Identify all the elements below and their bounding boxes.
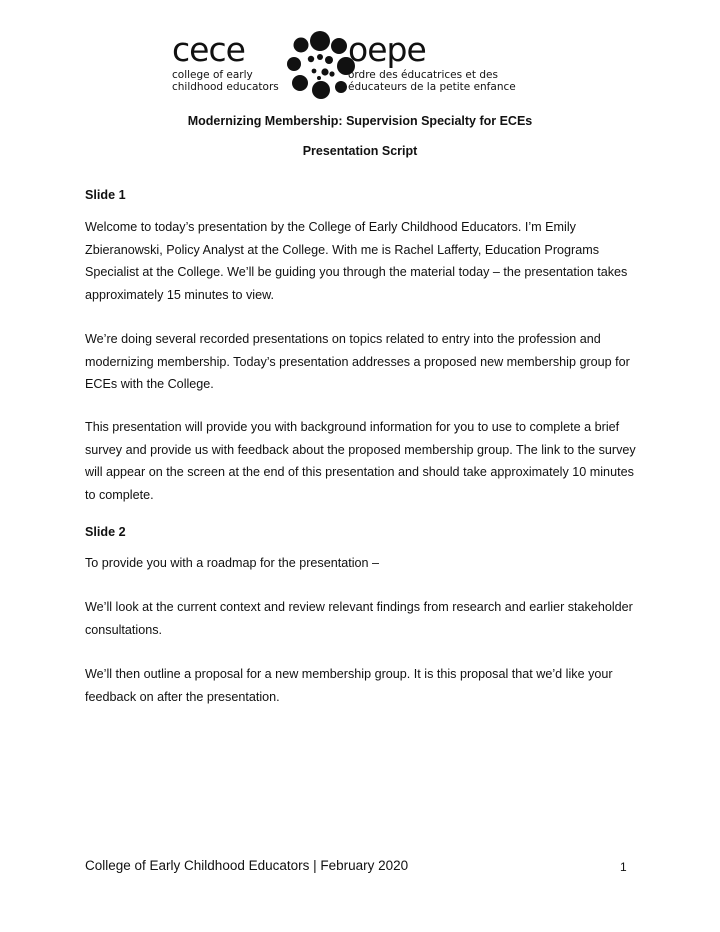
logo-word-oepe: oepe — [348, 30, 426, 69]
document-title: Modernizing Membership: Supervision Specialty for ECEs — [187, 114, 533, 128]
slide-2-paragraph-3 — [85, 663, 645, 708]
logo-sub-line-1: college of early — [172, 69, 253, 81]
slide-1-paragraph-3 — [85, 416, 645, 506]
logo-left-block — [172, 30, 282, 93]
slide-1-paragraph-2 — [85, 328, 645, 396]
logo-right-block — [348, 30, 518, 93]
paragraph: We’re doing several recorded presentations on topics related to entry into the profession and modernizing membership. Today’s presentation addresses a proposed new membership group for ECEs with the College. — [85, 332, 630, 391]
logo-sub-line-fr-2: éducateurs de la petite enfance — [348, 80, 516, 93]
slide-2-paragraph-2 — [85, 596, 645, 641]
slide-heading: Slide 2 — [85, 525, 126, 539]
slide-2-paragraph-1 — [85, 552, 645, 575]
footer-text: College of Early Childhood Educators | February 2020 — [85, 858, 409, 873]
logo-sub-line-fr-1: ordre des éducatrices et des — [348, 69, 498, 81]
slide-2-heading — [85, 521, 645, 544]
logo-circles-icon — [285, 30, 355, 100]
logo-word-cece: cece — [172, 30, 245, 69]
paragraph: To provide you with a roadmap for the presentation – — [85, 556, 380, 570]
cece-oepe-logo — [170, 30, 516, 102]
paragraph: Welcome to today’s presentation by the College of Early Childhood Educators. I’m Emily Zbieranowski, Policy Analyst at the College. With me is Rachel Lafferty, Education Programs Specialist at the College. We’ll be guiding you through the material today – the presentation takes approximately 15 minutes to view. — [85, 220, 628, 302]
logo-sub-line-2: childhood educators — [172, 80, 279, 93]
page-number: 1 — [620, 860, 627, 874]
paragraph: We’ll then outline a proposal for a new membership group. It is this proposal that we’d like your feedback on after the presentation. — [85, 667, 613, 704]
document-subtitle: Presentation Script — [302, 144, 418, 158]
paragraph: We’ll look at the current context and review relevant findings from research and earlier stakeholder consultations. — [85, 600, 633, 637]
slide-1-heading — [85, 184, 645, 207]
paragraph: This presentation will provide you with background information for you to use to complete a brief survey and provide us with feedback about the proposed membership group. The link to the survey will appear on the screen at the end of this presentation and should take approximately 10 minutes to complete. — [85, 420, 636, 502]
slide-heading: Slide 1 — [85, 188, 126, 202]
slide-1-paragraph-1 — [85, 216, 645, 306]
